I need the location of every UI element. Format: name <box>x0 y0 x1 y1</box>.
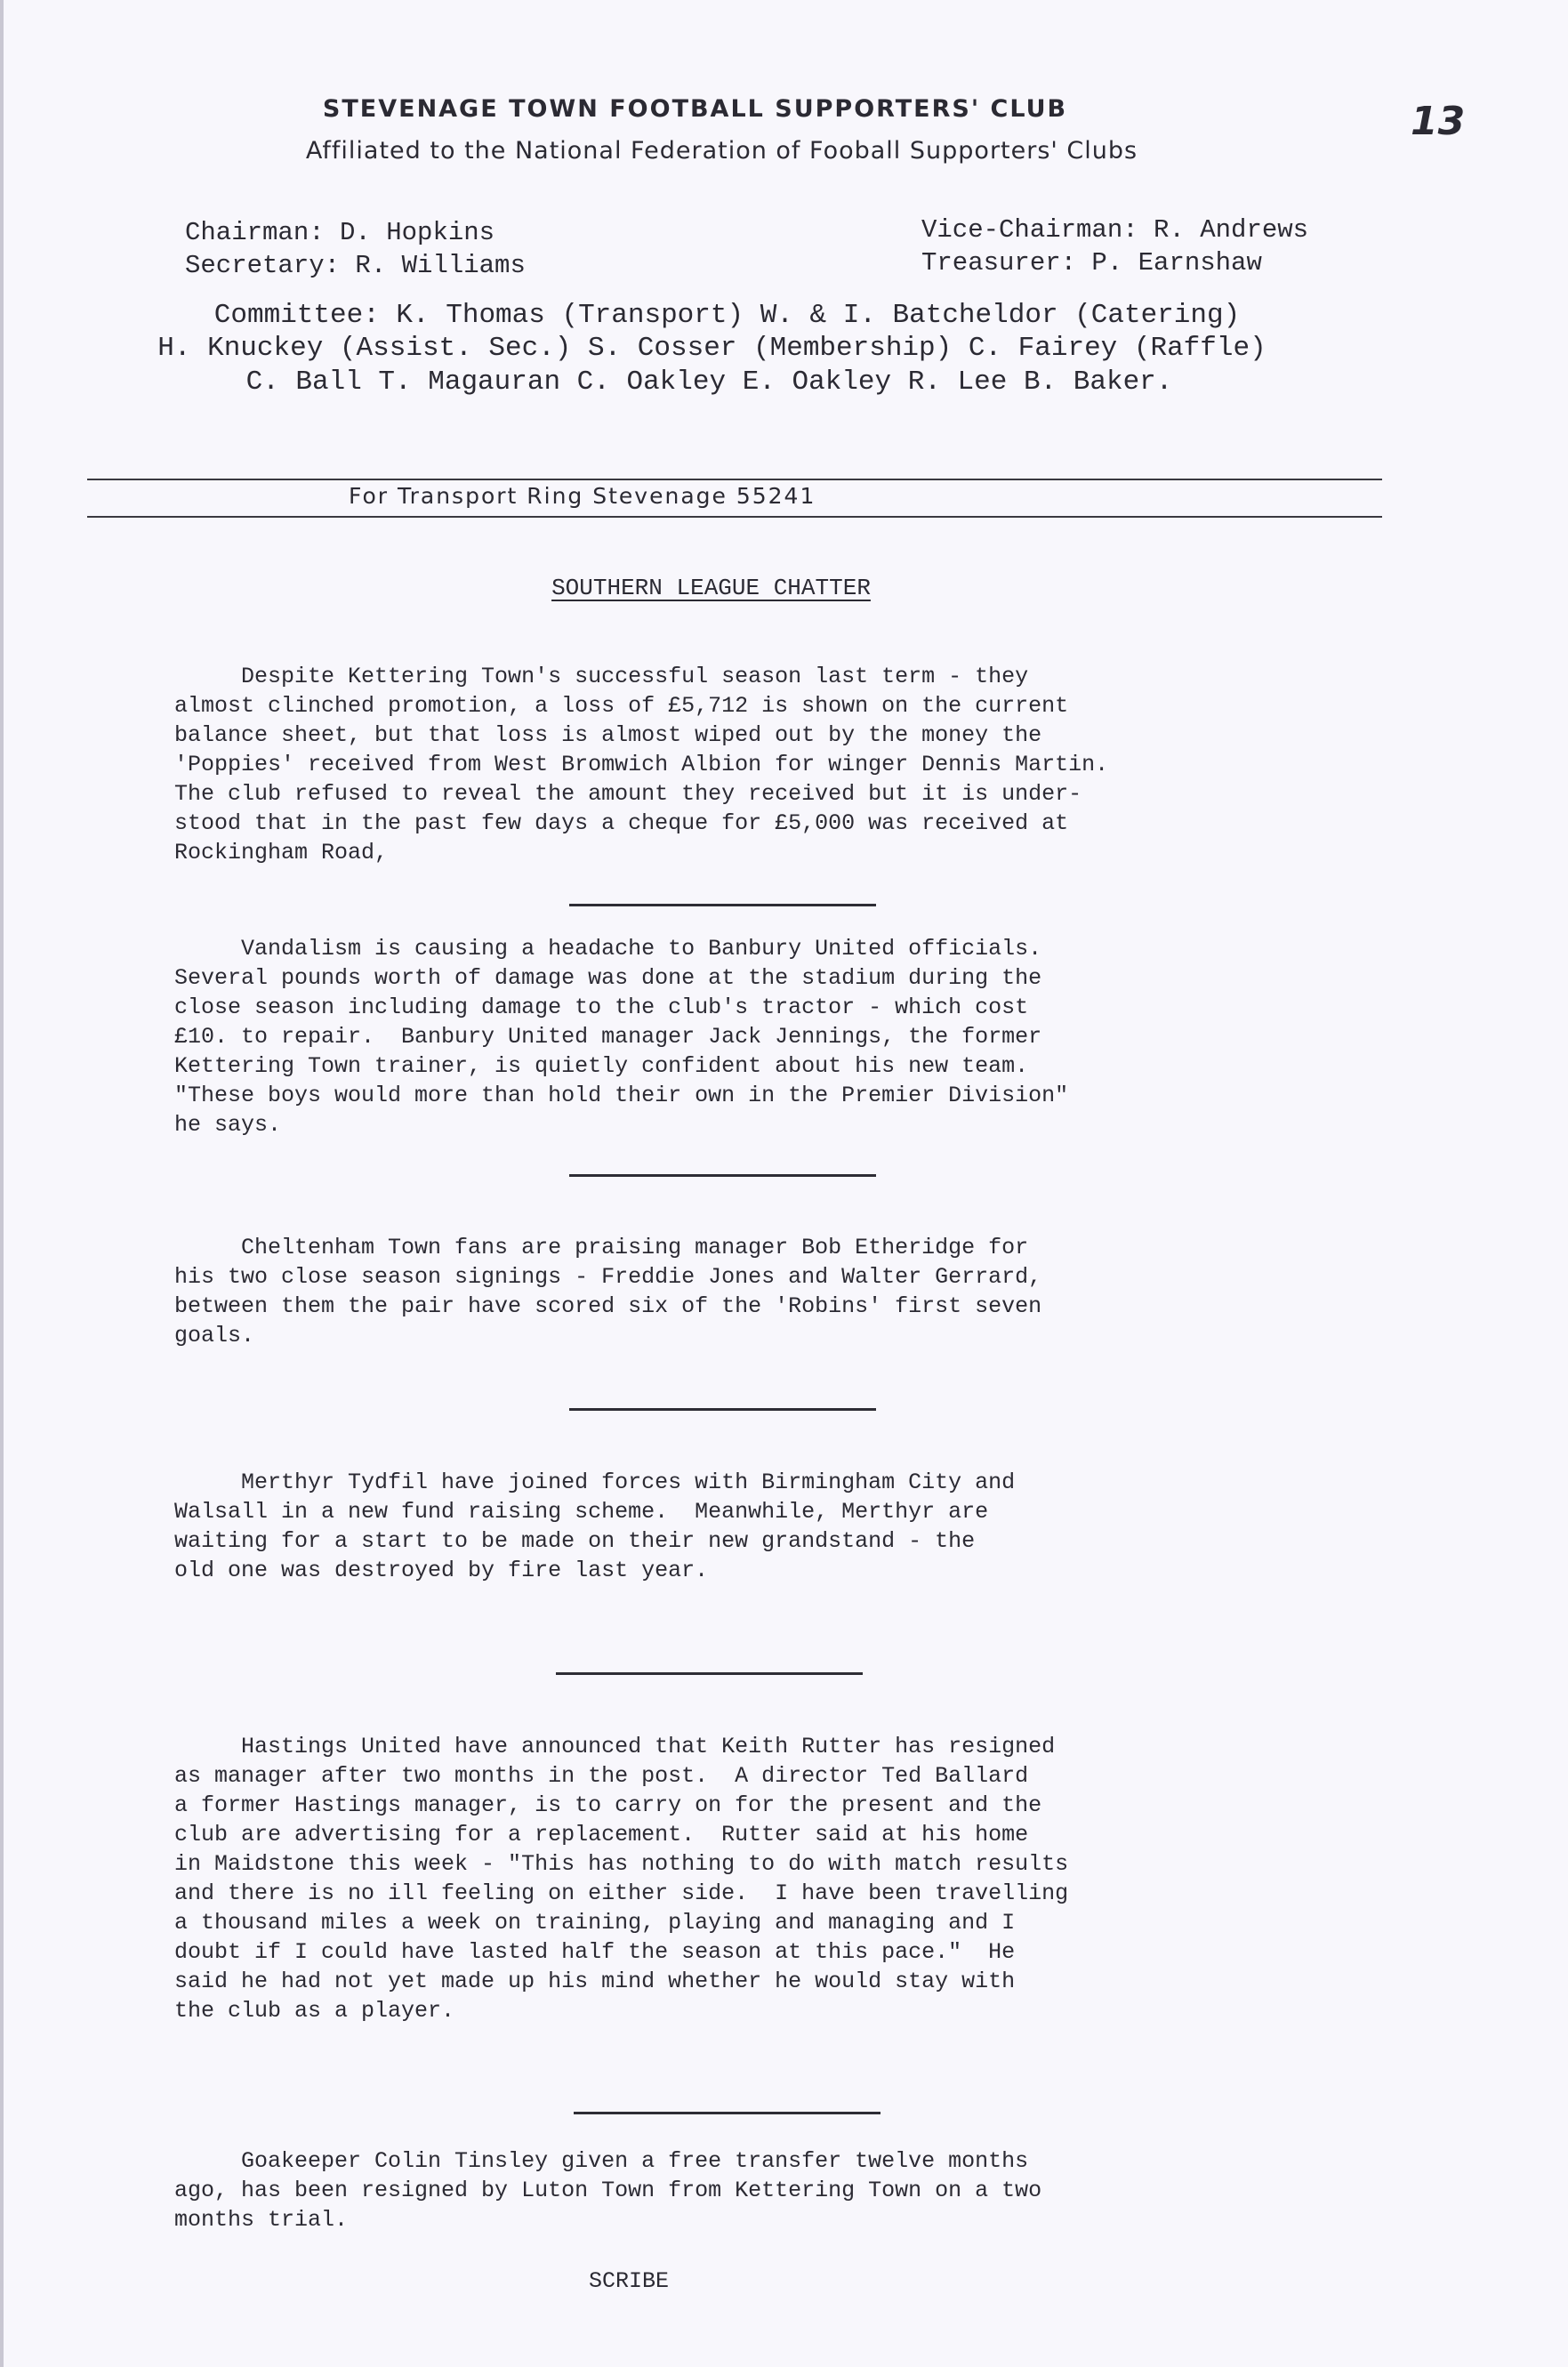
secretary: Secretary: R. Williams <box>185 251 526 280</box>
chairman: Chairman: D. Hopkins <box>185 218 495 247</box>
text-line: ago, has been resigned by Luton Town from Kettering Town on a two <box>174 2178 1042 2203</box>
committee-line-1 <box>0 300 1568 331</box>
club-title-text: STEVENAGE TOWN FOOTBALL SUPPORTERS' CLUB <box>322 95 1068 123</box>
text-line: close season including damage to the club's tractor - which cost <box>174 994 1029 1020</box>
paragraph-cheltenham <box>174 1233 1041 1350</box>
text-line: Merthyr Tydfil have joined forces with Birmingham City and <box>174 1469 1016 1495</box>
affiliation-text: Affiliated to the National Federation of Fooball Supporters' Clubs <box>305 137 1138 165</box>
text-line: Despite Kettering Town's successful season last term - they <box>174 664 1029 689</box>
text-line: "These boys would more than hold their own in the Premier Division" <box>174 1083 1069 1108</box>
paragraph-hastings <box>174 1732 1068 2025</box>
committee-line-2 <box>0 333 1568 364</box>
text-line: goals. <box>174 1323 255 1349</box>
text-line: £10. to repair. Banbury United manager Jack Jennings, the former <box>174 1024 1042 1050</box>
committee-text-1: Committee: K. Thomas (Transport) W. & I. Batcheldor (Catering) <box>213 300 1241 331</box>
text-line: and there is no ill feeling on either side. I have been travelling <box>174 1880 1069 1906</box>
paragraph-kettering <box>174 662 1108 867</box>
paragraph-banbury <box>174 934 1068 1139</box>
text-line: doubt if I could have lasted half the season at this pace." He <box>174 1939 1016 1965</box>
text-line: a thousand miles a week on training, playing and managing and I <box>174 1910 1016 1936</box>
treasurer: Treasurer: P. Earnshaw <box>921 248 1262 278</box>
page-number: 13 <box>1411 99 1466 144</box>
section-separator <box>556 1672 863 1675</box>
vice-chairman: Vice-Chairman: R. Andrews <box>921 215 1309 245</box>
text-line: Hastings United have announced that Keith Rutter has resigned <box>174 1734 1056 1759</box>
paragraph-tinsley <box>174 2146 1041 2234</box>
committee-text-2: H. Knuckey (Assist. Sec.) S. Cosser (Membership) C. Fairey (Raffle) <box>157 333 1266 364</box>
section-separator <box>569 904 876 906</box>
text-line: months trial. <box>174 2207 349 2233</box>
text-line: Vandalism is causing a headache to Banbury United officials. <box>174 936 1042 962</box>
section-title-text: SOUTHERN LEAGUE CHATTER <box>551 575 871 601</box>
text-line: Goakeeper Colin Tinsley given a free transfer twelve months <box>174 2148 1029 2174</box>
text-line: almost clinched promotion, a loss of £5,712 is shown on the current <box>174 693 1069 719</box>
author-signoff: SCRIBE <box>589 2268 670 2294</box>
text-line: the club as a player. <box>174 1998 455 2024</box>
text-line: in Maidstone this week - "This has nothing to do with match results <box>174 1851 1069 1877</box>
text-line: he says. <box>174 1112 282 1138</box>
affiliation-line <box>0 137 1568 165</box>
text-line: 'Poppies' received from West Bromwich Albion for winger Dennis Martin. <box>174 752 1109 777</box>
section-separator <box>574 2112 880 2114</box>
committee-line-3 <box>0 366 1568 398</box>
text-line: stood that in the past few days a cheque for £5,000 was received at <box>174 810 1069 836</box>
text-line: his two close season signings - Freddie Jones and Walter Gerrard, <box>174 1264 1042 1290</box>
text-line: balance sheet, but that loss is almost wiped out by the money the <box>174 722 1042 748</box>
text-line: club are advertising for a replacement. Rutter said at his home <box>174 1822 1029 1848</box>
text-line: Cheltenham Town fans are praising manager Bob Etheridge for <box>174 1235 1029 1260</box>
text-line: Rockingham Road, <box>174 840 389 865</box>
section-separator <box>569 1408 876 1411</box>
paragraph-merthyr <box>174 1468 1015 1585</box>
section-title <box>0 575 1568 601</box>
text-line: Kettering Town trainer, is quietly confident about his new team. <box>174 1053 1029 1079</box>
text-line: between them the pair have scored six of the 'Robins' first seven <box>174 1293 1042 1319</box>
text-line: Walsall in a new fund raising scheme. Meanwhile, Merthyr are <box>174 1499 989 1525</box>
committee-text-3: C. Ball T. Magauran C. Oakley E. Oakley R. Lee B. Baker. <box>245 366 1173 398</box>
club-title <box>0 95 1568 123</box>
header-rule-bottom <box>87 516 1382 518</box>
text-line: a former Hastings manager, is to carry on for the present and the <box>174 1792 1042 1818</box>
text-line: old one was destroyed by fire last year. <box>174 1558 709 1583</box>
text-line: said he had not yet made up his mind whether he would stay with <box>174 1968 1016 1994</box>
transport-note: For Transport Ring Stevenage 55241 <box>349 483 816 509</box>
text-line: The club refused to reveal the amount they received but it is under- <box>174 781 1082 807</box>
text-line: Several pounds worth of damage was done at the stadium during the <box>174 965 1042 991</box>
section-separator <box>569 1174 876 1177</box>
text-line: waiting for a start to be made on their new grandstand - the <box>174 1528 976 1554</box>
text-line: as manager after two months in the post. A director Ted Ballard <box>174 1763 1029 1789</box>
header-rule-top <box>87 479 1382 480</box>
